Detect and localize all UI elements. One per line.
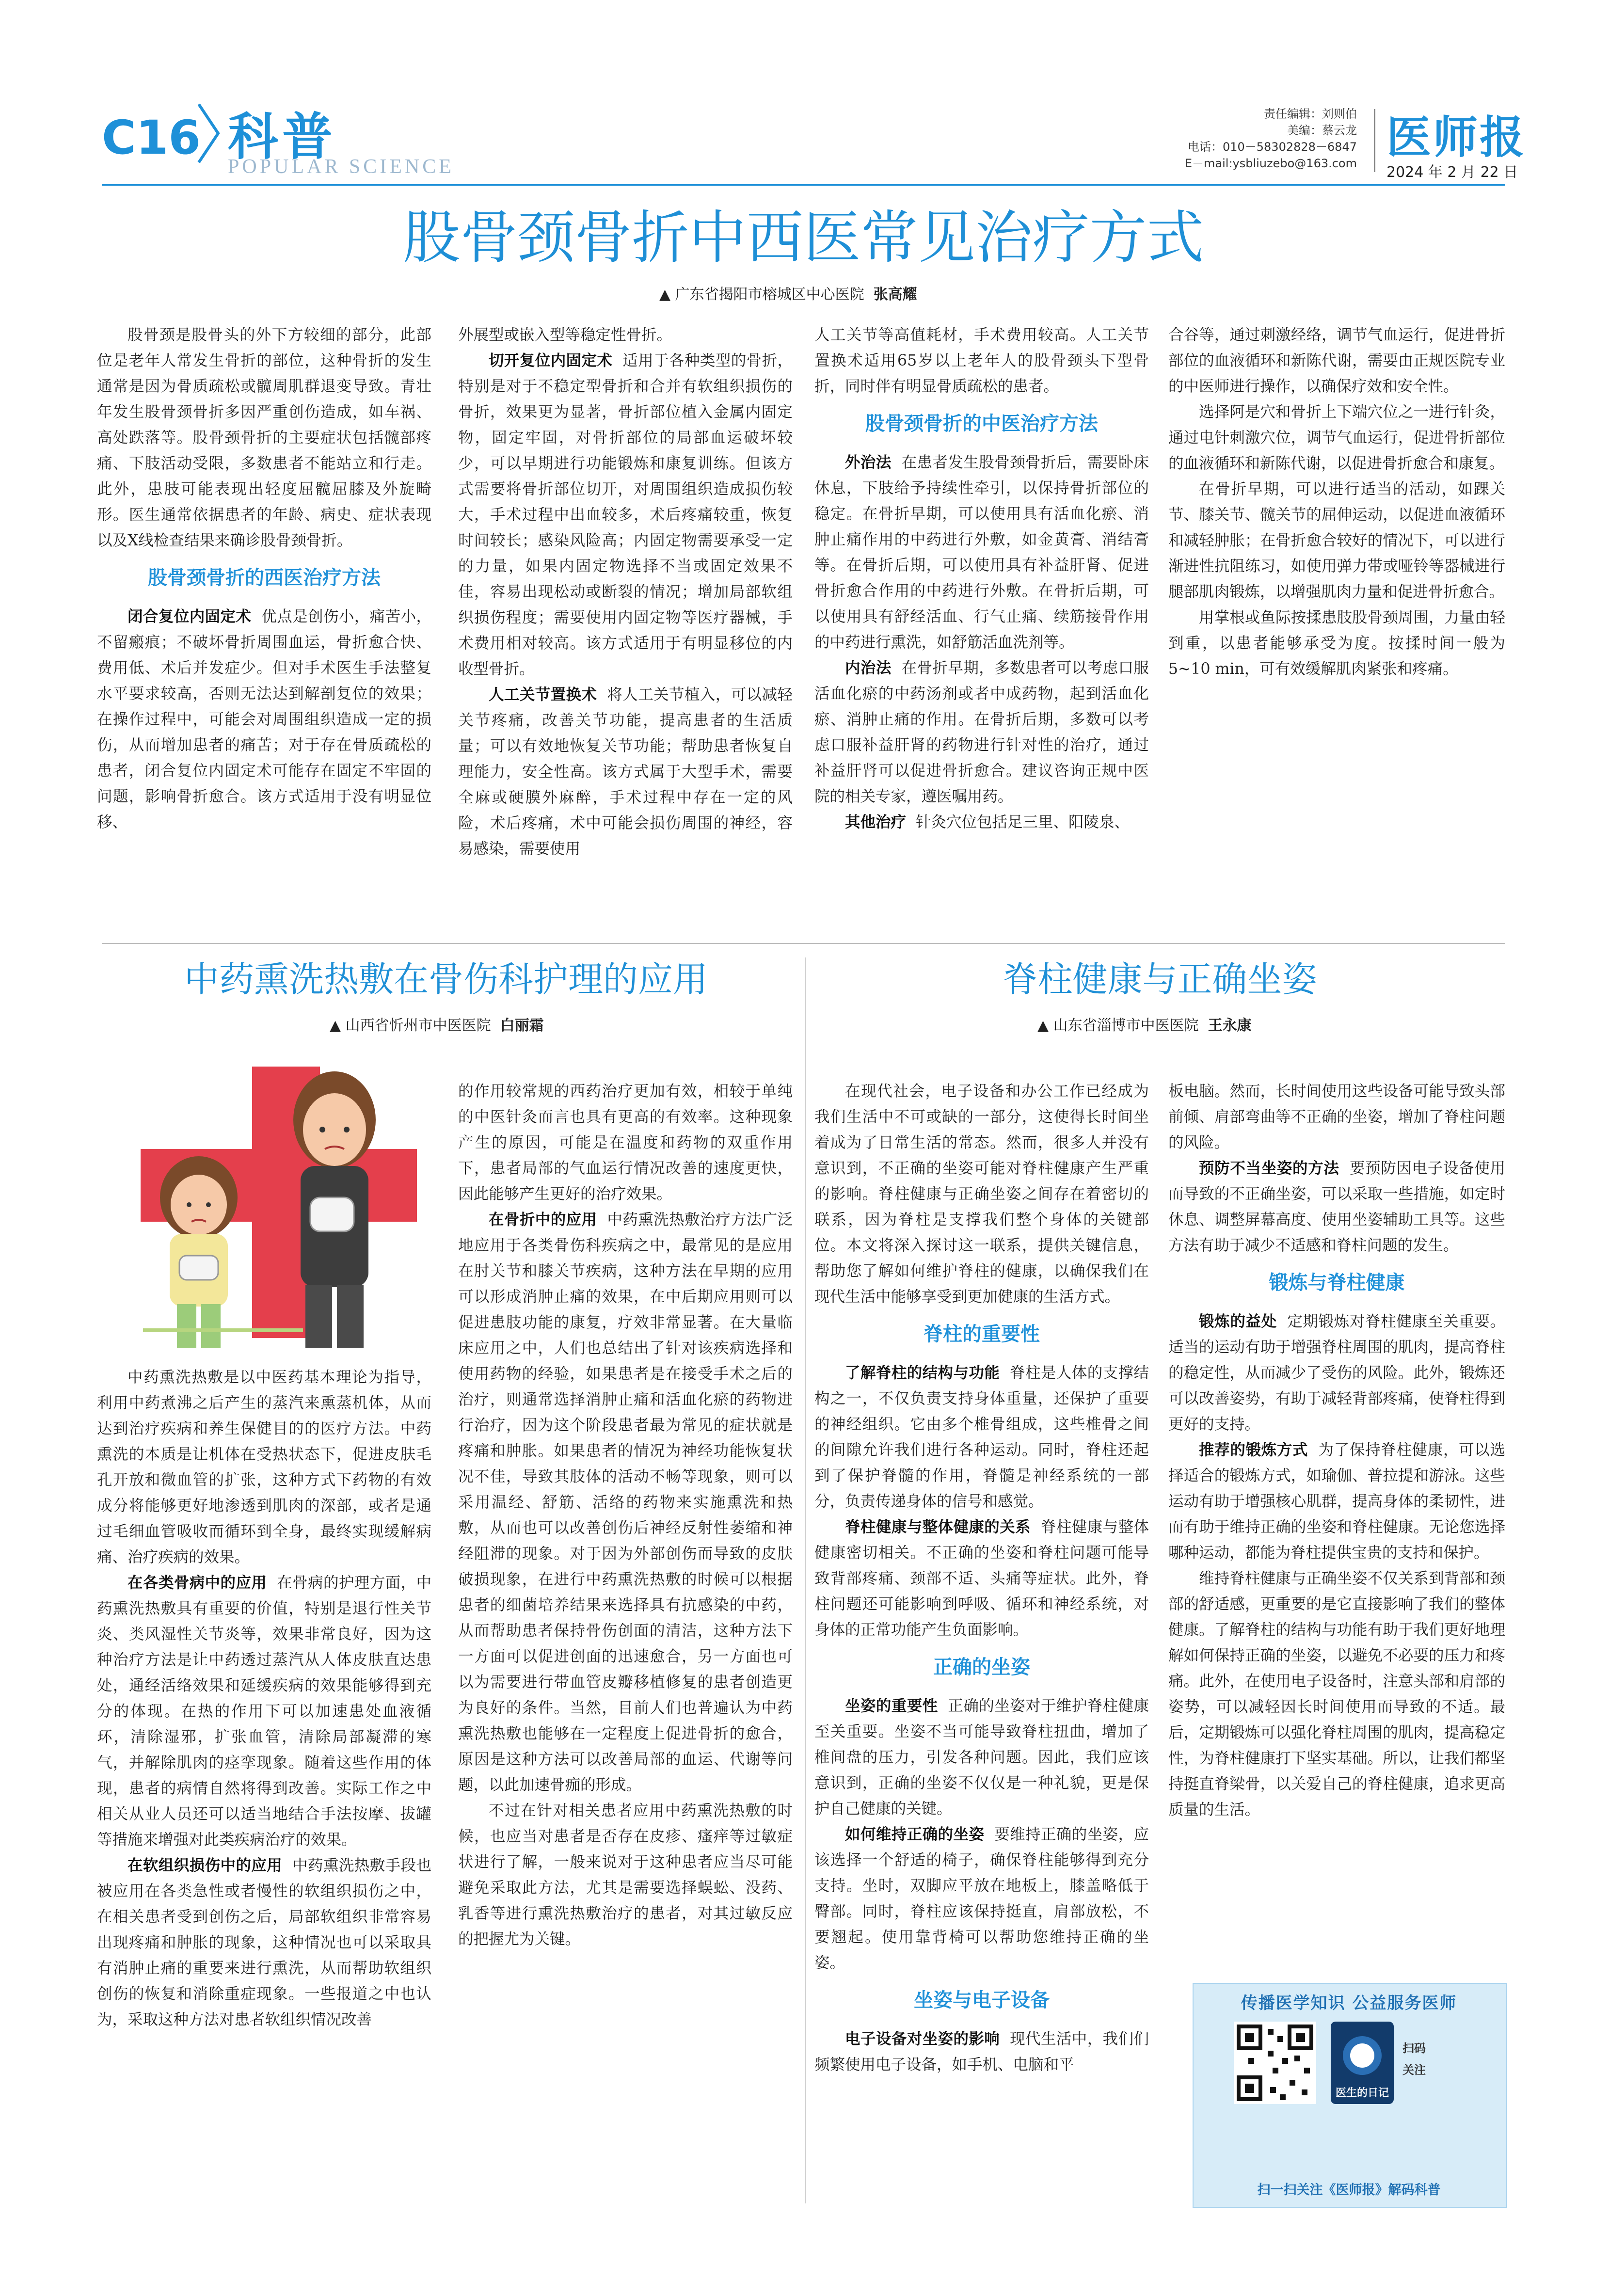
paragraph: 在骨折早期，可以进行适当的活动，如踝关节、膝关节、髋关节的屈伸运动，以促进血液循环和减轻肿胀；在骨折愈合较好的情况下，可以进行渐进性抗阻练习，如使用弹力带或哑铃等器械进行腿部肌肉锻炼，以增强肌肉力量和促进骨折愈合。 (1168, 480, 1505, 601)
article3-column-2 (1168, 1079, 1505, 1971)
email-credit: E－mail:ysbliuzebo@163.com (1184, 157, 1357, 170)
section-subtitle: POPULAR SCIENCE (228, 156, 454, 178)
paragraph (814, 1360, 1149, 1515)
paragraph (814, 1693, 1149, 1822)
subheading-posture-devices: 坐姿与电子设备 (914, 1989, 1050, 2011)
badge-title: 医生的日记 (1335, 2087, 1389, 2099)
lead-prevent-posture: 预防不当坐姿的方法 (1199, 1160, 1339, 1177)
article1-byline-author: 张高耀 (873, 286, 917, 303)
page-number: C16 (102, 111, 201, 165)
article1-column-1 (97, 322, 431, 938)
subheading-spine-importance: 脊柱的重要性 (924, 1323, 1040, 1345)
article1-column-4 (1168, 322, 1505, 938)
paragraph (1168, 1437, 1505, 1566)
paragraph (458, 1207, 793, 1798)
paragraph: 板电脑。然而，长时间使用这些设备可能导致头部前倾、肩部弯曲等不正确的坐姿，增加了脊柱问题的风险。 (1168, 1083, 1505, 1151)
article3-byline (1037, 1013, 1252, 1035)
lead-exercise-benefits: 锻炼的益处 (1199, 1313, 1277, 1330)
paragraph (97, 1853, 431, 2033)
paragraph: 用掌根或鱼际按揉患肢股骨颈周围，力量由轻到重，以患者能够承受为度。按揉时间一般为5~10 min，可有效缓解肌肉紧张和疼痛。 (1168, 609, 1505, 678)
lead-recommended-exercise: 推荐的锻炼方式 (1199, 1441, 1308, 1459)
lead-spine-relation: 脊柱健康与整体健康的关系 (845, 1518, 1031, 1536)
subheading-exercise: 锻炼与脊柱健康 (1269, 1272, 1405, 1294)
paragraph (1168, 1156, 1505, 1259)
article-separator (805, 957, 806, 2203)
lead-soft-tissue: 在软组织损伤中的应用 (127, 1857, 283, 1874)
paragraph (97, 604, 431, 835)
badge-scan-label: 扫码 (1402, 2041, 1426, 2055)
bandaged-people-illustration (107, 1057, 417, 1357)
designer-credit: 美编：蔡云龙 (1287, 124, 1357, 137)
subheading-correct-posture: 正确的坐姿 (933, 1656, 1030, 1678)
lead-joint-replacement: 人工关节置换术 (489, 686, 597, 703)
article2-byline (330, 1013, 544, 1035)
issue-date: 2024 年 2 月 22 日 (1386, 164, 1518, 181)
paragraph: 合谷等，通过刺激经络，调节气血运行，促进骨折部位的血液循环和新陈代谢，需要由正规医院专业的中医师进行操作，以确保疗效和安全性。 (1168, 326, 1505, 395)
text-spine-structure: 脊柱是人体的支撑结构之一，不仅负责支持身体重量，还保护了重要的神经组织。它由多个椎骨组成，这些椎骨之间的间隙允许我们进行各种运动。同时，脊柱还起到了保护脊髓的作用，脊髓是神经系统的一部分，负责传递身体的信号和感觉。 (814, 1364, 1149, 1510)
lead-device-impact: 电子设备对坐姿的影响 (845, 2030, 1000, 2048)
paragraph (814, 810, 1149, 835)
text-prevent-posture: 要预防因电子设备使用而导致的不正确坐姿，可以采取一些措施，如定时休息、调整屏幕高度、使用坐姿辅助工具等。这些方法有助于减少不适感和脊柱问题的发生。 (1168, 1160, 1505, 1254)
article1-byline-org: ▲ 广东省揭阳市榕城区中心医院 (659, 286, 864, 303)
article2-title: 中药熏洗热敷在骨伤科护理的应用 (184, 959, 708, 1000)
text-maintain-posture: 要维持正确的坐姿，应该选择一个舒适的椅子，确保脊柱能够得到充分支持。坐时，双脚应平放在地板上，膝盖略低于臀部。同时，脊柱应该保持挺直，肩部放松，不要翘起。使用靠背椅可以帮助您维持正确的坐姿。 (814, 1826, 1149, 1972)
subheading-tcm-treatment: 股骨颈骨折的中医治疗方法 (865, 413, 1098, 435)
header-rule (102, 184, 1505, 186)
badge-follow-label: 关注 (1402, 2063, 1426, 2077)
promo-title: 传播医学知识 公益服务医师 (1241, 1993, 1457, 2013)
text-spine-relation: 脊柱健康与整体健康密切相关。不正确的坐姿和脊柱问题可能导致背部疼痛、颈部不适、头痛等症状。此外，脊柱问题还可能影响到呼吸、循环和神经系统，对身体的正常功能产生负面影响。 (814, 1518, 1149, 1639)
article3-title: 脊柱健康与正确坐姿 (1003, 959, 1317, 1000)
text-other-therapy: 针灸穴位包括足三里、阳陵泉、 (916, 813, 1130, 831)
text-soft-tissue: 中药熏洗热敷手段也被应用在各类急性或者慢性的软组织损伤之中，在相关患者受到创伤之后，局部软组织非常容易出现疼痛和肿胀的现象，这种情况也可以采取具有消肿止痛的重要来进行熏洗，从而帮助软组织创伤的恢复和消除重症现象。一些报道之中也认为，采取这种方法对患者软组织情况改善 (97, 1857, 431, 2028)
lead-closed-reduction: 闭合复位内固定术 (127, 608, 252, 625)
article3-byline-author: 王永康 (1208, 1017, 1252, 1034)
promo-footer: 扫一扫关注《医师报》解码科普 (1257, 2183, 1441, 2198)
paragraph (814, 1822, 1149, 1976)
paragraph: 外展型或嵌入型等稳定性骨折。 (458, 326, 672, 344)
article3-column-1 (814, 1079, 1149, 2203)
lead-spine-structure: 了解脊柱的结构与功能 (845, 1364, 1000, 1382)
text-external-therapy: 在患者发生股骨颈骨折后，需要卧床休息，下肢给予持续性牵引，以保持骨折部位的稳定。在骨折早期，可以使用具有活血化瘀、消肿止痛作用的中药进行外敷，如金黄膏、消结膏等。在骨折后期，可以使用具有补益肝肾、促进骨折愈合作用的中药进行外敷。在骨折后期，可以使用具有舒经活血、行气止痛、续筋接骨作用的中药进行熏洗，如舒筋活血洗剂等。 (814, 454, 1149, 651)
text-exercise-benefits: 定期锻炼对脊柱健康至关重要。适当的运动有助于增强脊柱周围的肌肉，提高脊柱的稳定性，从而减少了受伤的风险。此外，锻炼还可以改善姿势，有助于减轻背部疼痛，使脊柱得到更好的支持。 (1168, 1313, 1505, 1433)
paragraph (814, 450, 1149, 655)
text-device-impact: 现代生活中，我们们频繁使用电子设备，如手机、电脑和平 (814, 2030, 1149, 2073)
editorial-credits (1148, 106, 1357, 172)
paragraph: 中药熏洗热敷是以中医药基本理论为指导，利用中药煮沸之后产生的蒸汽来熏蒸机体，从而达到治疗疾病和养生保健目的的医疗方法。中药熏洗的本质是让机体在受热状态下，促进皮肤毛孔开放和微血管的扩张，这种方式下药物的有效成分将能够更好地渗透到肌肉的深部，或者是通过毛细血管吸收而循环到全身，最终实现缓解病痛、治疗疾病的效果。 (97, 1369, 431, 1566)
lead-fracture: 在骨折中的应用 (489, 1211, 597, 1228)
lead-external-therapy: 外治法 (845, 454, 892, 471)
paragraph: 不过在针对相关患者应用中药熏洗热敷的时候，也应当对患者是否存在皮疹、瘙痒等过敏症状进行了解，一般来说对于这种患者应当尽可能避免采取此方法，尤其是需要选择蜈蚣、没药、乳香等进行熏洗热敷治疗的患者，对其过敏反应的把握尤为关键。 (458, 1802, 793, 1948)
paragraph (814, 655, 1149, 810)
paragraph (97, 1570, 431, 1853)
paragraph: 的作用较常规的西药治疗更加有效，相较于单纯的中医针灸而言也具有更高的有效率。这种现象产生的原因，可能是在温度和药物的双重作用下，患者局部的气血运行情况改善的速度更快，因此能够产生更好的治疗效果。 (458, 1083, 793, 1203)
article1-column-3 (814, 322, 1149, 938)
paragraph (458, 682, 793, 862)
text-fracture: 中药熏洗热敷治疗方法广泛地应用于各类骨伤科疾病之中，最常见的是应用在肘关节和膝关节疾病，这种方法在早期的应用可以形成消肿止痛的效果，在中后期应用则可以促进患肢功能的康复，疗效非常显著。在大量临床应用之中，人们也总结出了针对该疾病选择和使用药物的经验，如果患者是在接受手术之后的治疗，则通常选择消肿止痛和活血化瘀的药物进行治疗，因为这个阶段患者最为常见的症状就是疼痛和肿胀。如果患者的情况为神经功能恢复状况不佳，导致其肢体的活动不畅等现象，则可以采用温经、舒筋、活络的药物来实施熏洗和热敷，从而也可以改善创伤后神经反射性萎缩和神经阻滞的现象。对于因为外部创伤而导致的皮肤破损现象，在进行中药熏洗热敷的时候可以根据患者的细菌培养结果来选择具有抗感染的中药，从而帮助患者保持骨伤创面的清洁，这种方法下一方面可以促进创面的迅速愈合，另一方面也可以为需要进行带血管皮瓣移植修复的患者创造更为良好的条件。当然，目前人们也普遍认为中药熏洗热敷也能够在一定程度上促进骨折的愈合，原因是这种方法可以改善局部的血运、代谢等问题，以此加速骨痂的形成。 (458, 1211, 793, 1794)
editor-credit: 责任编辑：刘则伯 (1264, 107, 1357, 121)
paragraph (814, 1515, 1149, 1643)
paragraph (814, 2026, 1149, 2078)
chevron-right-icon (194, 99, 223, 167)
paragraph (458, 348, 793, 682)
article1-title: 股骨颈骨折中西医常见治疗方式 (403, 204, 1204, 271)
text-bone-disease: 在骨病的护理方面，中药熏洗热敷具有重要的价值，特别是退行性关节炎、类风湿性关节炎等，效果非常良好，因为这种治疗方法是让中药透过蒸汽从人体皮肤直达患处，通经活络效果和延缓疾病的效果能够得到充分的体现。在热的作用下可以加速患处血液循环，清除湿邪，扩张血管，清除局部凝滞的寒气，并解除肌肉的痉挛现象。随着这些作用的体现，患者的病情自然将得到改善。实际工作之中相关从业人员还可以适当地结合手法按摩、拔罐等措施来增强对此类疾病治疗的效果。 (97, 1574, 431, 1849)
header-divider (1374, 109, 1375, 172)
paragraph: 人工关节等高值耗材，手术费用较高。人工关节置换术适用65岁以上老年人的股骨颈头下型骨折，同时伴有明显骨质疏松的患者。 (814, 326, 1149, 395)
lead-open-reduction: 切开复位内固定术 (489, 352, 613, 369)
paragraph: 在现代社会，电子设备和办公工作已经成为我们生活中不可或缺的一部分，这使得长时间坐着成为了日常生活的常态。然而，很多人并没有意识到，不正确的坐姿可能对脊柱健康产生严重的影响。脊柱健康与正确坐姿之间存在着密切的联系，因为脊柱是支撑我们整个身体的关键部位。本文将深入探讨这一联系，提供关键信息，帮助您了解如何维护脊柱的健康，以确保我们在现代生活中能够享受到更加健康的生活方式。 (814, 1083, 1149, 1306)
text-internal-therapy: 在骨折早期，多数患者可以考虑口服活血化瘀的中药汤剂或者中成药物，起到活血化瘀、消肿止痛的作用。在骨折后期，多数可以考虑口服补益肝肾的药物进行针对性的治疗，通过补益肝肾可以促进骨折愈合。建议咨询正规中医院的相关专家，遵医嘱用药。 (814, 659, 1149, 805)
lead-posture-importance: 坐姿的重要性 (845, 1697, 938, 1715)
phone-credit: 电话：010－58302828－6847 (1187, 140, 1357, 154)
article1-column-2 (458, 322, 793, 938)
paragraph: 选择阿是穴和骨折上下端穴位之一进行针灸，通过电针刺激穴位，调节气血运行，促进骨折部位的血液循环和新陈代谢，以促进骨折愈合和康复。 (1168, 403, 1505, 472)
text-posture-importance: 正确的坐姿对于维护脊柱健康至关重要。坐姿不当可能导致脊柱扭曲，增加了椎间盘的压力，引发各种问题。因此，我们应该意识到，正确的坐姿不仅仅是一种礼貌，更是保护自己健康的关键。 (814, 1697, 1149, 1818)
subheading-western-treatment: 股骨颈骨折的西医治疗方法 (148, 567, 381, 589)
paragraph (1168, 1309, 1505, 1437)
lead-internal-therapy: 内治法 (845, 659, 892, 677)
section-title: 科普 (228, 107, 337, 166)
text-joint-replacement: 将人工关节植入，可以减轻关节疼痛，改善关节功能，提高患者的生活质量；可以有效地恢复关节功能；帮助患者恢复自理能力，安全性高。该方式属于大型手术，需要全麻或硬膜外麻醉，手术过程中存在一定的风险，术后疼痛，术中可能会损伤周围的神经，容易感染，需要使用 (458, 686, 793, 858)
text-open-reduction: 适用于各种类型的骨折，特别是对于不稳定型骨折和合并有软组织损伤的骨折，效果更为显著，骨折部位植入金属内固定物，固定牢固，对骨折部位的局部血运破坏较少，可以早期进行功能锻炼和康复训练。但该方式需要将骨折部位切开，对周围组织造成损伤较大，手术过程中出血较多，术后疼痛较重，恢复时间较长；感染风险高；内固定物需要承受一定的力量，如果内固定物选择不当或固定效果不佳，容易出现松动或断裂的情况；增加局部软组织损伤程度；需要使用内固定物等医疗器械，手术费用相对较高。该方式适用于有明显移位的内收型骨折。 (458, 352, 793, 678)
article2-column-2 (458, 1079, 793, 2203)
paragraph: 股骨颈是股骨头的外下方较细的部分，此部位是老年人常发生骨折的部位，这种骨折的发生通常是因为骨质疏松或髋周肌群退变导致。青壮年发生股骨颈骨折多因严重创伤造成，如车祸、高处跌落等。股骨颈骨折的主要症状包括髋部疼痛、下肢活动受限，多数患者不能站立和行走。此外，患肢可能表现出轻度屈髋屈膝及外旋畸形。医生通常依据患者的年龄、病史、症状表现以及X线检查结果来确诊股骨颈骨折。 (97, 326, 431, 549)
section-divider (102, 943, 1505, 944)
qr-code-icon[interactable] (1234, 2022, 1316, 2104)
article1-byline (659, 282, 917, 303)
text-recommended-exercise: 为了保持脊柱健康，可以选择适合的锻炼方式，如瑜伽、普拉提和游泳。这些运动有助于增强核心肌群，提高身体的柔韧性，进而有助于维持正确的坐姿和脊柱健康。无论您选择哪种运动，都能为脊柱提供宝贵的支持和保护。 (1168, 1441, 1505, 1562)
article2-byline-author: 白丽霜 (500, 1017, 544, 1034)
article2-byline-org: ▲ 山西省忻州市中医医院 (330, 1017, 491, 1034)
lead-other-therapy: 其他治疗 (845, 813, 907, 831)
lead-bone-disease: 在各类骨病中的应用 (127, 1574, 267, 1592)
masthead-logo: 医师报 (1386, 112, 1527, 163)
text-closed-reduction: 优点是创伤小，痛苦小，不留瘢痕；不破坏骨折周围血运，骨折愈合快、费用低、术后并发症少。但对手术医生手法整复水平要求较高，否则无法达到解剖复位的效果；在操作过程中，可能会对周围组织造成一定的损伤，从而增加患者的痛苦；对于存在骨质疏松的患者，闭合复位内固定术可能存在固定不牢固的问题，影响骨折愈合。该方式适用于没有明显位移、 (97, 608, 431, 831)
article2-column-1 (97, 1365, 431, 2203)
article3-byline-org: ▲ 山东省淄博市中医医院 (1037, 1017, 1199, 1034)
paragraph: 维持脊柱健康与正确坐姿不仅关系到背部和颈部的舒适感，更重要的是它直接影响了我们的整体健康。了解脊柱的结构与功能有助于我们更好地理解如何保持正确的坐姿，以避免不必要的压力和疼痛。此外，在使用电子设备时，注意头部和肩部的姿势，可以减轻因长时间使用而导致的不适。最后，定期锻炼可以强化脊柱周围的肌肉，提高稳定性，为脊柱健康打下坚实基础。所以，让我们都坚持挺直脊梁骨，以关爱自己的脊柱健康，追求更高质量的生活。 (1168, 1570, 1505, 1818)
lead-maintain-posture: 如何维持正确的坐姿 (845, 1826, 985, 1843)
